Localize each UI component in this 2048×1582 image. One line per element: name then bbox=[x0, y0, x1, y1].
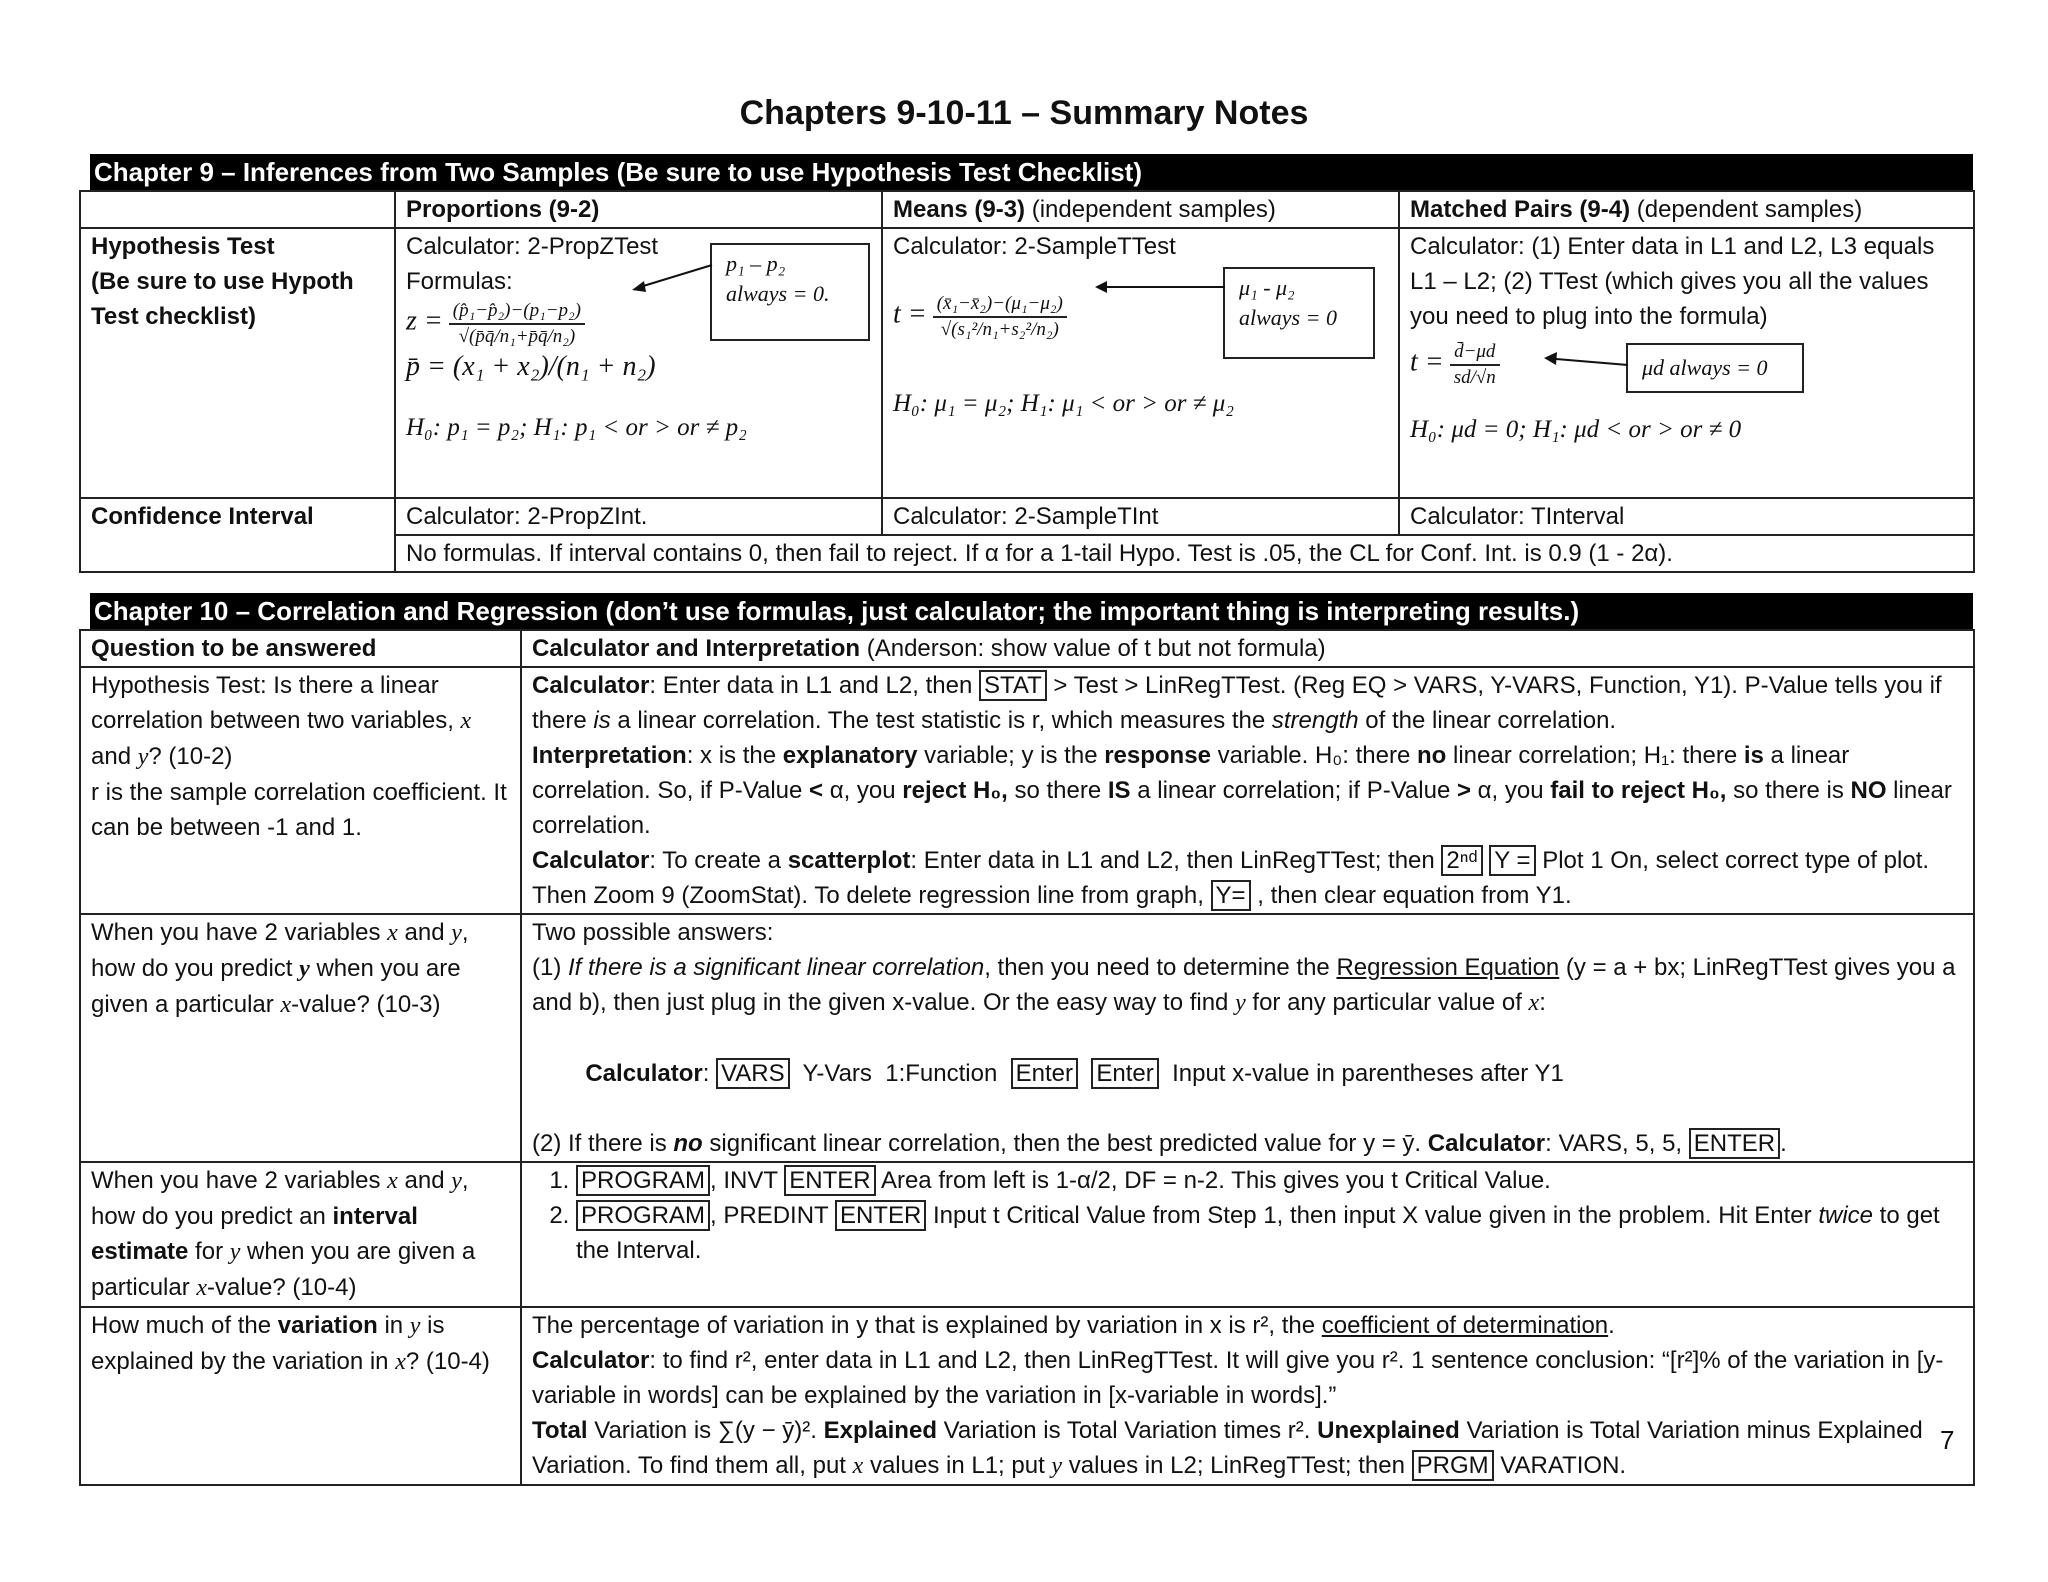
text: Variation is ∑(y − ȳ)². bbox=[587, 1417, 824, 1444]
text: Unexplained bbox=[1317, 1417, 1460, 1444]
answer-2 bbox=[532, 1126, 1963, 1161]
ch10-row-variation bbox=[80, 1307, 1974, 1485]
calc-paragraph bbox=[532, 668, 1963, 738]
ch9-ci-row bbox=[80, 498, 1974, 535]
chapter-9-table bbox=[79, 190, 1975, 573]
question-cell bbox=[80, 1162, 521, 1307]
calculator-label: Calculator bbox=[532, 672, 650, 699]
text: α, you bbox=[823, 777, 903, 804]
text: Explained bbox=[823, 1417, 937, 1444]
text: a linear correlation. The test statistic is r, which measures the bbox=[610, 707, 1272, 734]
text: and bbox=[91, 743, 138, 770]
text: a linear correlation. So, if P-Value bbox=[532, 742, 1850, 804]
ch9-header-means bbox=[882, 191, 1399, 228]
text: . bbox=[1780, 1130, 1787, 1157]
text: When you have 2 variables bbox=[91, 919, 388, 946]
t-denominator: √(s₁²/n₁+s₂²/n₂) bbox=[940, 319, 1059, 340]
pbar-formula: p̄ = (x₁ + x₂)/(n₁ + n₂) bbox=[406, 351, 656, 382]
ci-pairs: Calculator: TInterval bbox=[1399, 498, 1974, 535]
text: when you are given a particular bbox=[91, 1238, 476, 1301]
text: . bbox=[1608, 1312, 1615, 1339]
text: , how do you predict an bbox=[91, 1167, 469, 1230]
pairs-callout: μd always = 0 bbox=[1626, 343, 1804, 393]
t-fraction bbox=[933, 292, 1067, 342]
text: > Test > LinRegTTest. (Reg EQ > VARS, Y-VARS, Function, Y1). P-Value tells you if there bbox=[532, 672, 1942, 734]
means-hypotheses: H₀: μ₁ = μ₂; H₁: μ₁ < or > or ≠ μ₂ bbox=[893, 390, 1234, 417]
interpretation-label: Interpretation bbox=[532, 742, 687, 769]
calculator-label: Calculator bbox=[532, 1347, 650, 1374]
text: so there is bbox=[1726, 777, 1851, 804]
text: values in L2; LinRegTTest; then bbox=[1062, 1452, 1412, 1479]
text: is bbox=[1743, 742, 1764, 769]
text: Regression Equation bbox=[1336, 954, 1560, 981]
text: is bbox=[593, 707, 611, 734]
text: linear correlation. bbox=[532, 777, 1952, 839]
answer-cell bbox=[521, 1307, 1974, 1485]
steps-list bbox=[532, 1163, 1963, 1268]
y-equals-key: Y= bbox=[1211, 880, 1251, 911]
text: when you are given a particular bbox=[91, 955, 461, 1018]
question-column-header: Question to be answered bbox=[80, 630, 521, 667]
callout-line: μ₁ - μ₂ bbox=[1239, 275, 1295, 300]
text: ? (10-4) bbox=[405, 1348, 490, 1375]
var-x: x bbox=[387, 1168, 398, 1194]
callout-line: always = 0 bbox=[1239, 305, 1337, 330]
calculator-label: Calculator bbox=[532, 847, 650, 874]
ci-note: No formulas. If interval contains 0, then fail to reject. If α for a 1-tail Hypo. Test is .05, the CL for Conf. Int. is 0.9 (1 - 2α). bbox=[395, 535, 1974, 572]
text: for bbox=[188, 1238, 230, 1265]
var-x: x bbox=[1528, 990, 1540, 1016]
var-y: y bbox=[137, 744, 149, 770]
proportions-heading: Proportions (9-2) bbox=[406, 196, 600, 223]
text: to get the Interval. bbox=[576, 1202, 1940, 1264]
var-y: y bbox=[1051, 1453, 1063, 1479]
ch9-hypothesis-row bbox=[80, 228, 1974, 498]
calculator-label: Calculator bbox=[1427, 1130, 1546, 1157]
ch9-header-row bbox=[80, 191, 1974, 228]
text: and bbox=[397, 1167, 452, 1194]
text: of the linear correlation. bbox=[1358, 707, 1617, 734]
means-callout-arrow bbox=[1091, 279, 1227, 303]
text: , PREDINT bbox=[710, 1202, 835, 1229]
chapter-9-header: Chapter 9 – Inferences from Two Samples (Be sure to use Hypothesis Test Checklist) bbox=[90, 154, 1973, 190]
text: in bbox=[377, 1312, 410, 1339]
text: strength bbox=[1271, 707, 1359, 734]
vars-key: VARS bbox=[716, 1058, 790, 1089]
text: is explained by the variation in bbox=[91, 1312, 445, 1375]
text: : to find r², enter data in L1 and L2, then LinRegTTest. It will give you r². 1 sentence conclusion: “[r²]% of the variation in [y-variable in words] can be explained by the variation in [x-variable in words].” bbox=[532, 1347, 1944, 1409]
text: : VARS, 5, 5, bbox=[1545, 1130, 1689, 1157]
program-key: PROGRAM bbox=[576, 1200, 710, 1231]
var-x: x bbox=[852, 1453, 864, 1479]
pairs-hypothesis-cell bbox=[1399, 228, 1974, 498]
text: (1) bbox=[532, 954, 568, 981]
t-lhs: t = bbox=[1410, 346, 1444, 378]
var-y: y bbox=[1235, 990, 1246, 1016]
text: Two possible answers: bbox=[532, 919, 774, 946]
z-lhs: z = bbox=[406, 305, 443, 337]
text: The percentage of variation in y that is explained by variation in x is r², the bbox=[532, 1312, 1322, 1339]
r2-paragraph bbox=[532, 1308, 1963, 1343]
var-x: x bbox=[387, 920, 398, 946]
text: VARATION. bbox=[1493, 1452, 1627, 1479]
text: > bbox=[1456, 777, 1471, 804]
hypothesis-test-label bbox=[80, 228, 395, 498]
text: twice bbox=[1818, 1202, 1873, 1229]
ch10-header-row bbox=[80, 630, 1974, 667]
text: scatterplot bbox=[787, 847, 911, 874]
text: so there bbox=[1007, 777, 1108, 804]
text: -value? (10-3) bbox=[291, 991, 441, 1018]
var-x: x bbox=[196, 1275, 208, 1301]
pairs-subheading: (dependent samples) bbox=[1630, 196, 1863, 223]
ch9-header-pairs bbox=[1399, 191, 1974, 228]
text: fail to reject H₀, bbox=[1550, 777, 1727, 804]
text: Area from left is 1-α/2, DF = n-2. This gives you t Critical Value. bbox=[875, 1167, 1551, 1194]
var-y: y bbox=[299, 956, 310, 982]
text: a linear correlation; if P-Value bbox=[1130, 777, 1457, 804]
callout-line: always = 0. bbox=[726, 281, 830, 306]
z-denominator: √(p̄q̄/n₁+p̄q̄/n₂) bbox=[458, 326, 576, 347]
calculator-label: Calculator bbox=[585, 1060, 703, 1087]
text: IS bbox=[1107, 777, 1131, 804]
t-numerator: d̄−μd bbox=[1450, 340, 1500, 366]
text: explanatory bbox=[782, 742, 918, 769]
var-x: x bbox=[280, 992, 292, 1018]
text: for any particular value of bbox=[1245, 989, 1529, 1016]
question-cell bbox=[80, 914, 521, 1162]
t-lhs: t = bbox=[893, 298, 927, 330]
text: -value? (10-4) bbox=[207, 1274, 357, 1301]
text: significant linear correlation, then the best predicted value for y = ȳ. bbox=[702, 1130, 1428, 1157]
enter-key: ENTER bbox=[784, 1165, 875, 1196]
means-subheading: (independent samples) bbox=[1025, 196, 1276, 223]
t-fraction bbox=[1450, 340, 1500, 390]
prop-formulas-label: Formulas: bbox=[406, 268, 513, 295]
var-x: x bbox=[395, 1349, 406, 1375]
text: How much of the bbox=[91, 1312, 278, 1339]
text: r is the sample correlation coefficient. It can be between -1 and 1. bbox=[91, 779, 507, 841]
text: reject H₀, bbox=[902, 777, 1008, 804]
calc-paragraph bbox=[532, 1343, 1963, 1413]
ch10-row-correlation-test bbox=[80, 667, 1974, 914]
text: α, you bbox=[1470, 777, 1551, 804]
pairs-hypotheses: H₀: μd = 0; H₁: μd < or > or ≠ 0 bbox=[1410, 416, 1742, 443]
scatter-paragraph bbox=[532, 843, 1963, 913]
text: < bbox=[809, 777, 824, 804]
text: interval estimate bbox=[91, 1203, 418, 1265]
chapter-10-header: Chapter 10 – Correlation and Regression (don’t use formulas, just calculator; the important thing is interpreting results.) bbox=[90, 593, 1973, 629]
question-cell bbox=[80, 667, 521, 914]
enter-key: Enter bbox=[1011, 1058, 1078, 1089]
text: Total bbox=[532, 1417, 588, 1444]
confidence-interval-label: Confidence Interval bbox=[80, 498, 395, 572]
var-y: y bbox=[229, 1239, 241, 1265]
text: When you have 2 variables bbox=[91, 1167, 388, 1194]
text: : bbox=[1539, 989, 1546, 1016]
step-1 bbox=[576, 1163, 1963, 1198]
y-equals-key: Y = bbox=[1489, 845, 1535, 876]
ch10-row-predict-y bbox=[80, 914, 1974, 1162]
text: Input t Critical Value from Step 1, then input X value given in the problem. Hit Enter bbox=[926, 1202, 1819, 1229]
text: (y = a + bx; LinRegTTest gives you a and b), then just plug in the given x-value. Or the easy way to find bbox=[532, 954, 1956, 1016]
enter-key: ENTER bbox=[1689, 1128, 1780, 1159]
text: If there is a significant linear correlation bbox=[568, 954, 985, 981]
t-denominator: sd/√n bbox=[1453, 367, 1496, 388]
pairs-calculator: Calculator: (1) Enter data in L1 and L2, L3 equals L1 – L2; (2) TTest (which gives you all the values you need to plug into the formula) bbox=[1410, 233, 1935, 330]
answer-cell bbox=[521, 914, 1974, 1162]
calc-keystrokes bbox=[532, 1021, 1963, 1126]
text: (2) If there is bbox=[532, 1130, 674, 1157]
prgm-key: PRGM bbox=[1412, 1450, 1494, 1481]
ch9-header-proportions bbox=[395, 191, 882, 228]
stat-key: STAT bbox=[979, 670, 1047, 701]
means-calculator: Calculator: 2-SampleTTest bbox=[893, 233, 1176, 260]
enter-key: ENTER bbox=[835, 1200, 926, 1231]
z-numerator: (p̂₁−p̂₂)−(p₁−p₂) bbox=[449, 299, 585, 325]
interp-paragraph bbox=[532, 738, 1963, 843]
text: variation bbox=[277, 1312, 378, 1339]
text: ? (10-2) bbox=[148, 743, 233, 770]
hyp-label-line: (Be sure to use Hypoth bbox=[91, 268, 354, 295]
text: , how do you predict bbox=[91, 919, 469, 982]
t-numerator: (x̄₁−x̄₂)−(μ₁−μ₂) bbox=[933, 292, 1067, 318]
var-x: x bbox=[460, 708, 472, 734]
text: : To create a bbox=[649, 847, 788, 874]
text: and bbox=[397, 919, 452, 946]
text: Y-Vars 1:Function bbox=[789, 1060, 1011, 1087]
text: : bbox=[702, 1060, 717, 1087]
text: , then clear equation from Y1. bbox=[1250, 882, 1572, 909]
var-y: y bbox=[451, 920, 462, 946]
means-callout bbox=[1223, 267, 1375, 359]
text: Plot 1 On, select correct type of plot. Then Zoom 9 (ZoomStat). To delete regression line from graph, bbox=[532, 847, 1930, 909]
chapter-10-table bbox=[79, 629, 1975, 1486]
hyp-label-line: Hypothesis Test bbox=[91, 233, 275, 260]
step-2 bbox=[576, 1198, 1963, 1268]
prop-callout-arrow bbox=[626, 259, 716, 299]
ci-means: Calculator: 2-SampleTInt bbox=[882, 498, 1399, 535]
text: response bbox=[1104, 742, 1211, 769]
page-number: 7 bbox=[1940, 1425, 1955, 1455]
text: : Enter data in L1 and L2, then bbox=[649, 672, 979, 699]
means-hypothesis-cell bbox=[882, 228, 1399, 498]
ch10-row-interval-estimate bbox=[80, 1162, 1974, 1307]
text: Hypothesis Test: Is there a linear correlation between two variables, bbox=[91, 672, 461, 734]
text: Variation is Total Variation times r². bbox=[936, 1417, 1318, 1444]
text: values in L1; put bbox=[863, 1452, 1052, 1479]
prop-hypotheses: H₀: p₁ = p₂; H₁: p₁ < or > or ≠ p₂ bbox=[406, 414, 747, 441]
text: Input x-value in parentheses after Y1 bbox=[1158, 1060, 1564, 1087]
calc-header-rest: (Anderson: show value of t but not formula) bbox=[860, 635, 1326, 662]
text: no bbox=[673, 1130, 703, 1157]
text: , then you need to determine the bbox=[984, 954, 1337, 981]
var-y: y bbox=[451, 1168, 462, 1194]
calculator-column-header bbox=[521, 630, 1974, 667]
answer-cell bbox=[521, 667, 1974, 914]
text: coefficient of determination bbox=[1321, 1312, 1609, 1339]
text: , INVT bbox=[710, 1167, 785, 1194]
means-heading: Means (9-3) bbox=[893, 196, 1026, 223]
pairs-callout-arrow bbox=[1540, 349, 1630, 379]
pairs-heading: Matched Pairs (9-4) bbox=[1410, 196, 1631, 223]
ch9-empty-cell bbox=[80, 191, 395, 228]
text: no bbox=[1416, 742, 1447, 769]
text: variable. H₀: there bbox=[1210, 742, 1417, 769]
variation-paragraph bbox=[532, 1413, 1963, 1484]
enter-key: Enter bbox=[1091, 1058, 1158, 1089]
text: : Enter data in L1 and L2, then LinRegTTest; then bbox=[910, 847, 1442, 874]
second-key: 2ⁿᵈ bbox=[1441, 845, 1482, 876]
prop-calculator: Calculator: 2-PropZTest bbox=[406, 233, 659, 260]
ci-proportions: Calculator: 2-PropZInt. bbox=[395, 498, 882, 535]
prop-callout bbox=[710, 243, 870, 341]
var-y: y bbox=[409, 1313, 421, 1339]
proportions-hypothesis-cell bbox=[395, 228, 882, 498]
answer-cell bbox=[521, 1162, 1974, 1307]
text: linear correlation; H₁: there bbox=[1446, 742, 1744, 769]
callout-line: p₁ – p₂ bbox=[726, 251, 786, 276]
text: Variation is Total Variation minus Explained Variation. To find them all, put bbox=[532, 1417, 1923, 1479]
program-key: PROGRAM bbox=[576, 1165, 710, 1196]
calc-header-bold: Calculator and Interpretation bbox=[532, 635, 861, 662]
hyp-label-line: Test checklist) bbox=[91, 303, 256, 330]
text: variable; y is the bbox=[917, 742, 1105, 769]
text: : x is the bbox=[686, 742, 783, 769]
z-fraction bbox=[449, 299, 585, 349]
text: NO bbox=[1850, 777, 1887, 804]
page-title: Chapters 9-10-11 – Summary Notes bbox=[739, 94, 1309, 132]
answer-1 bbox=[532, 950, 1963, 1021]
question-cell bbox=[80, 1307, 521, 1485]
